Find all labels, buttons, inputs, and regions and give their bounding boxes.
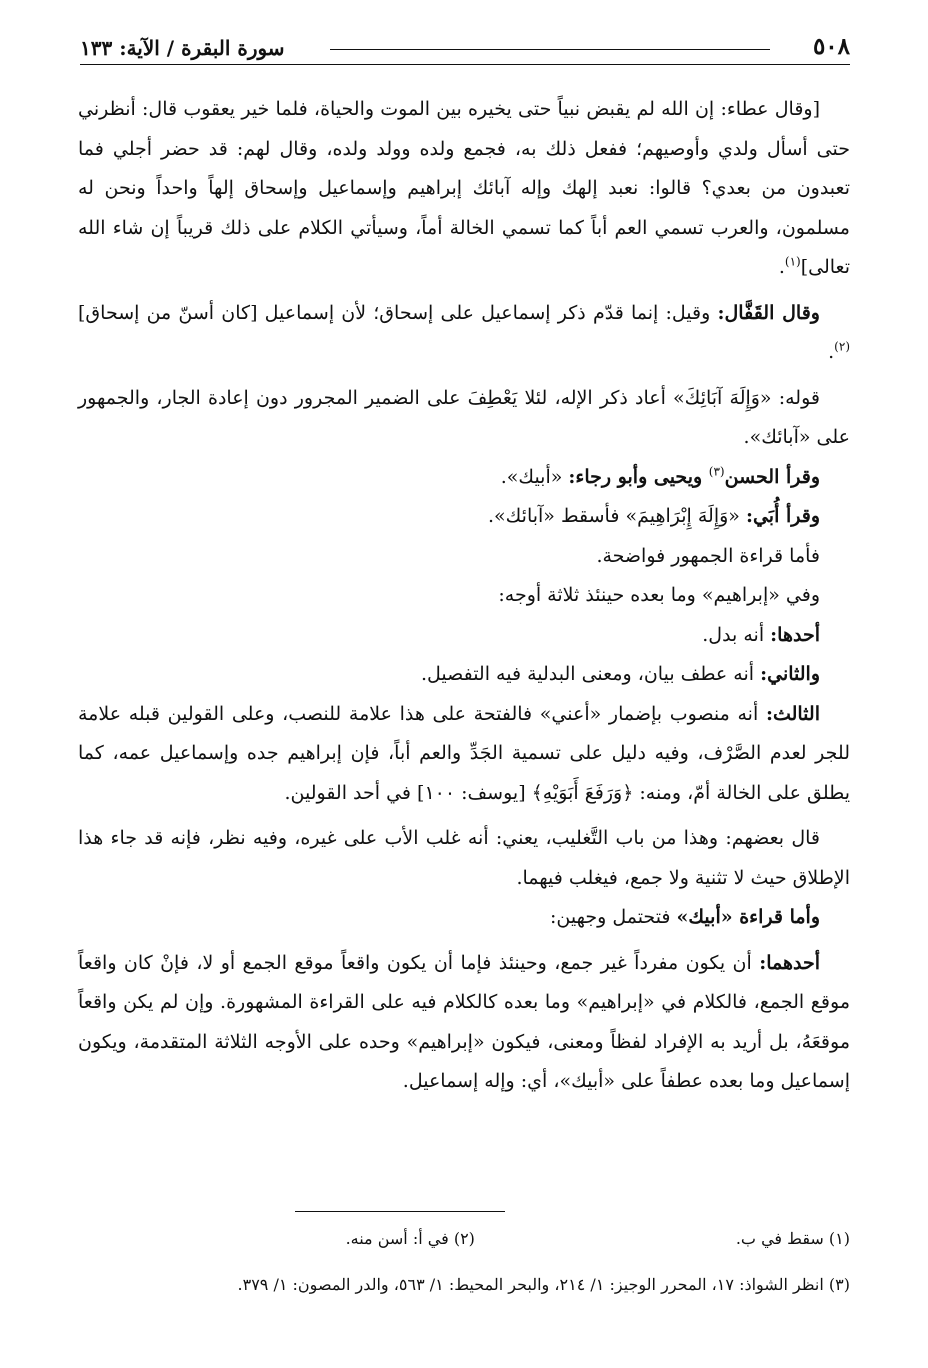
footnote-1: (١) سقط في ب. xyxy=(735,1229,850,1248)
paragraph: قوله: «وَإِلَهَ آبَائِكَ» أعاد ذكر الإله، لئلا يَعْطِفَ على الضمير المجرور دون إعادة الجار، والجمهور على «آبائك». xyxy=(78,386,850,448)
main-text xyxy=(78,90,850,1102)
paragraph: فأما قراءة الجمهور فواضحة. xyxy=(596,544,820,567)
footnote-3: (٣) انظر الشواذ: ١٧، المحرر الوجيز: ١/ ٢١٤، والبحر المحيط: ١/ ٥٦٣، والدر المصون: ١/ ٣٧٩. xyxy=(237,1275,850,1294)
footnote-2: (٢) في أ: أسن منه. xyxy=(345,1229,475,1248)
page-header xyxy=(80,30,850,65)
paragraph: الثالث: أنه منصوب بإضمار «أعني» فالفتحة على هذا علامة للنصب، وعلى القولين قبله علامة للجر لعدم الصَّرْف، وفيه دليل على تسمية الجَدِّ والعم أباً، فإن إبراهيم جده وإسماعيل عمه، كما يطلق على الخالة أمّ، ومنه: ﴿وَرَفَعَ أَبَوَيْهِ﴾ [يوسف: ١٠٠] في أحد القولين. xyxy=(78,702,850,804)
running-title: سورة البقرة / الآية: ١٣٣ xyxy=(80,36,285,60)
paragraph: وقال القَفَّال: وقيل: إنما قدّم ذكر إسماعيل على إسحاق؛ لأن إسماعيل [كان أسنّ من إسحاق]$^{(٢)}$. xyxy=(78,301,850,363)
paragraph: أحدهما: أن يكون مفرداً غير جمع، وحينئذ فإما أن يكون واقعاً موقع الجمع أو لا، فإنْ كان واقعاً موقع الجمع، فالكلام في «إبراهيم» وما بعده كالكلام فيه على القراءة المشهورة. وإن لم يكن واقعاً موقعَهُ، بل أريد به الإفراد لفظاً ومعنى، فيكون «إبراهيم» وحده على الأوجه الثلاثة المتقدمة، ويكون إسماعيل وما بعده عطفاً على «أبيك»، أي: وإله إسماعيل. xyxy=(78,951,851,1092)
paragraph: [وقال عطاء: إن الله لم يقبض نبياً حتى يخيره بين الموت والحياة، فلما خير يعقوب قال: أنظرني حتى أسأل ولدي وأوصيهم؛ ففعل ذلك به، فجمع ولده وولد ولده، وقال لهم: قد حضر أجلي فما تعبدون من بعدي؟ قالوا: نعبد إلهك وإله آبائك إبراهيم وإسماعيل وإسحاق إلهاً واحداً ونحن له مسلمون، والعرب تسمي العم أباً كما تسمي الخالة أماً، وسيأتي الكلام على ذلك قريباً إن شاء الله تعالى]$^{(١)}$. xyxy=(78,98,850,278)
paragraph: وقرأ الحسن$^{(٣)}$ ويحيى وأبو رجاء: «أبيك». xyxy=(500,464,820,488)
paragraph: والثاني: أنه عطف بيان، ومعنى البدلية فيه التفصيل. xyxy=(420,663,820,685)
footnotes-row xyxy=(78,1226,850,1252)
footnote-separator xyxy=(295,1211,505,1212)
header-rule xyxy=(330,49,770,50)
paragraph: وقرأ أُبَي: «وَإِلَهَ إِبْرَاهِيمَ» فأسقط «آبائك». xyxy=(487,505,820,527)
paragraph: أحدها: أنه بدل. xyxy=(702,623,820,646)
paragraph: قال بعضهم: وهذا من باب التَّغليب، يعني: أنه غلب الأب على غيره، وفيه نظر، فإنه قد جاء هذا الإطلاق حيث لا تثنية ولا جمع، فيغلب فيهما. xyxy=(78,827,850,889)
page-number: ٥٠٨ xyxy=(812,33,850,60)
paragraph: وفي «إبراهيم» وما بعده حينئذ ثلاثة أوجه: xyxy=(498,584,820,606)
paragraph: وأما قراءة «أبيك» فتحتمل وجهين: xyxy=(550,906,820,928)
